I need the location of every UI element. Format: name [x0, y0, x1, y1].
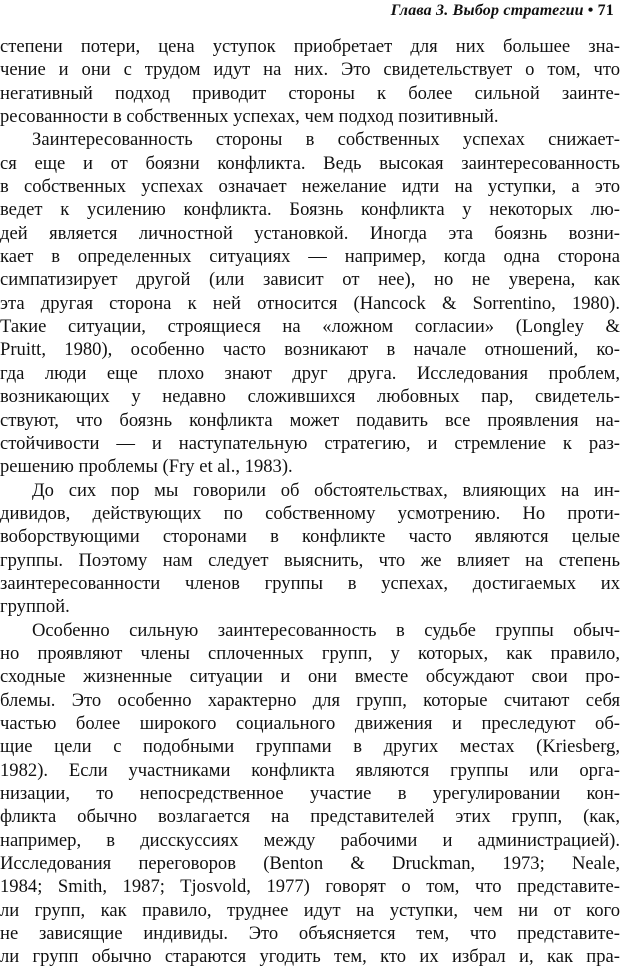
- text-line: кает в определенных ситуациях — например, когда одна сторона: [0, 246, 620, 268]
- text-line: решению проблемы (Fry et al., 1983).: [0, 456, 293, 478]
- text-line: не зависящие индивиды. Это объясняется тем, что представите-: [0, 923, 620, 945]
- text-line: 1982). Если участниками конфликта являются группы или орга-: [0, 759, 620, 781]
- text-line: стойчивости — и наступательную стратегию, и стремление к раз-: [0, 432, 620, 454]
- text-line: До сих пор мы говорили об обстоятельствах, влияющих на ин-: [32, 479, 620, 501]
- paragraph: [0, 128, 620, 478]
- text-line: негативный подход приводит стороны к более сильной заинте-: [0, 82, 620, 104]
- text-line: щие цели с подобными группами в других местах (Kriesberg,: [0, 736, 620, 758]
- text-line: блемы. Это особенно характерно для групп, которые считают себя: [0, 689, 620, 711]
- running-title: Глава 3. Выбор стратегии: [390, 2, 584, 19]
- text-line: 1984; Smith, 1987; Tjosvold, 1977) говорят о том, что представите-: [0, 876, 620, 898]
- text-line: Такие ситуации, строящиеся на «ложном согласии» (Longley &: [0, 316, 620, 338]
- text-line: чение и они с трудом идут на них. Это свидетельствует о том, что: [0, 59, 620, 81]
- page-number: 71: [597, 2, 614, 19]
- text-line: сходные жизненные ситуации и они вместе обсуждают свои про-: [0, 666, 620, 688]
- text-line: группой.: [0, 596, 70, 618]
- text-line: Исследования переговоров (Benton & Druckman, 1973; Neale,: [0, 853, 620, 875]
- text-line: Pruitt, 1980), особенно часто возникают в начале отношений, ко-: [0, 339, 620, 361]
- text-line: гда люди еще плохо знают друг друга. Исследования проблем,: [0, 362, 620, 384]
- paragraph: [0, 619, 620, 969]
- text-line: ведет к усилению конфликта. Боязнь конфликта у некоторых лю-: [0, 199, 620, 221]
- text-line: эта другая сторона к ней относится (Hancock & Sorrentino, 1980).: [0, 292, 620, 314]
- text-line: симпатизирует другой (или зависит от нее), но не уверена, как: [0, 269, 620, 291]
- running-header: [391, 2, 614, 20]
- text-line: степени потери, цена уступок приобретает для них большее зна-: [0, 36, 620, 57]
- text-line: заинтересованности членов группы в успехах, достигаемых их: [0, 572, 620, 594]
- header-separator: •: [587, 2, 594, 19]
- text-line: ресованности в собственных успехах, чем подход позитивный.: [0, 106, 499, 128]
- text-line: воборствующими сторонами в конфликте часто являются целые: [0, 526, 620, 548]
- text-line: ствуют, что боязнь конфликта может подавить все проявления на-: [0, 409, 620, 431]
- text-line: низации, то непосредственное участие в урегулировании кон-: [0, 783, 620, 804]
- body-text: [0, 35, 620, 969]
- text-line: возникающих у недавно сложившихся любовных пар, свидетель-: [0, 386, 620, 408]
- text-line: дивидов, действующих по собственному усмотрению. Но проти-: [0, 502, 620, 524]
- paragraph: [0, 479, 620, 619]
- text-line: например, в дисскуссиях между рабочими и администрацией).: [0, 829, 620, 851]
- text-line: в собственных успехах означает нежелание идти на уступки, а это: [0, 176, 620, 198]
- text-line: ли групп, как правило, труднее идут на уступки, чем ни от кого: [0, 899, 620, 921]
- text-line: Особенно сильную заинтересованность в судьбе группы обыч-: [32, 619, 620, 641]
- text-line: фликта обычно возлагается на представителей этих групп, (как,: [0, 806, 620, 828]
- text-line: Заинтересованность стороны в собственных успехах снижает-: [32, 129, 620, 151]
- text-line: частью более широкого социального движения и преследуют об-: [0, 712, 620, 734]
- text-line: дей является личностной установкой. Иногда эта боязнь возни-: [0, 222, 620, 244]
- text-line: но проявляют члены сплоченных групп, у которых, как правило,: [0, 642, 620, 664]
- text-line: ся еще и от боязни конфликта. Ведь высокая заинтересованность: [0, 152, 620, 174]
- text-line: группы. Поэтому нам следует выяснить, что же влияет на степень: [0, 549, 620, 571]
- paragraph: [0, 35, 620, 128]
- text-line: ли групп обычно стараются угодить тем, кто их избрал и, как пра-: [0, 946, 620, 968]
